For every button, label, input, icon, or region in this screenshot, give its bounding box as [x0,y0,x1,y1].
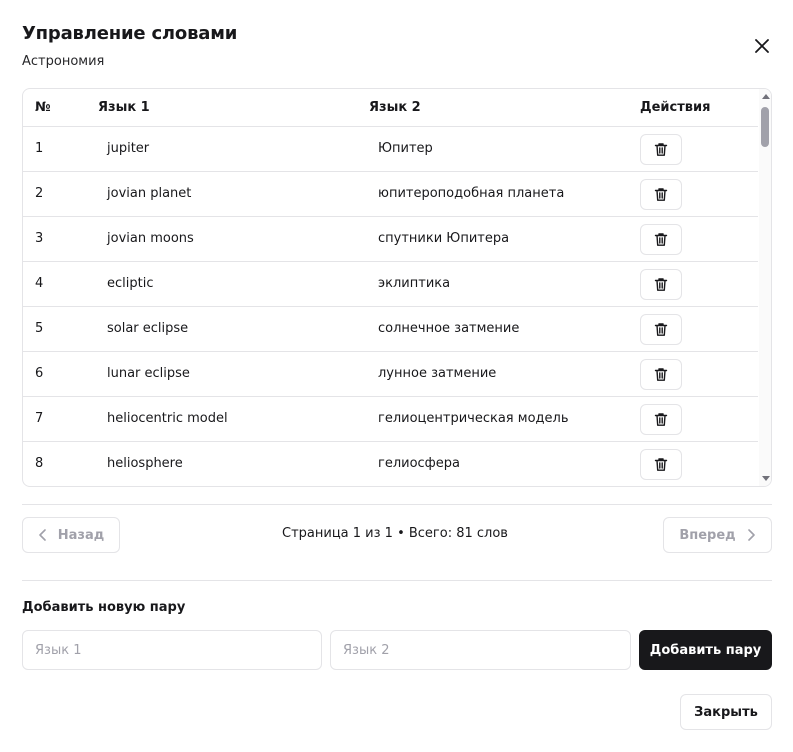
lang1-input[interactable] [22,630,322,670]
row-number: 1 [35,141,44,156]
row-number: 8 [35,456,44,471]
delete-row-button[interactable] [640,314,682,345]
header-lang1: Язык 1 [98,100,150,115]
close-icon[interactable] [751,35,773,57]
delete-row-button[interactable] [640,449,682,480]
table-row [23,217,758,262]
lang2-input[interactable] [330,630,631,670]
row-lang1: heliosphere [107,456,183,471]
add-pair-button[interactable]: Добавить пару [639,630,772,670]
delete-row-button[interactable] [640,224,682,255]
table-scrollbar[interactable] [759,89,772,486]
row-number: 6 [35,366,44,381]
trash-icon [654,232,668,247]
next-page-label: Вперед [679,527,736,543]
table-row [23,352,758,397]
delete-row-button[interactable] [640,134,682,165]
table-row [23,172,758,217]
trash-icon [654,457,668,472]
header-num: № [35,100,51,115]
row-lang2: гелиосфера [378,456,461,471]
row-lang1: lunar eclipse [107,366,190,381]
row-lang2: лунное затмение [378,366,497,381]
table-header [23,89,758,127]
row-lang2: солнечное затмение [378,321,520,336]
trash-icon [654,277,668,292]
scrollbar-thumb[interactable] [761,107,769,147]
next-page-button[interactable] [663,517,772,553]
row-lang2: эклиптика [378,276,451,291]
chevron-left-icon [38,529,48,541]
row-number: 4 [35,276,44,291]
delete-row-button[interactable] [640,404,682,435]
trash-icon [654,187,668,202]
header-lang2: Язык 2 [369,100,421,115]
trash-icon [654,412,668,427]
row-lang2: юпитероподобная планета [378,186,565,201]
table-row [23,307,758,352]
row-lang1: jupiter [107,141,150,156]
delete-row-button[interactable] [640,359,682,390]
row-lang1: jovian planet [107,186,192,201]
prev-page-label: Назад [57,527,105,543]
row-lang1: jovian moons [107,231,194,246]
header-actions: Действия [640,100,711,115]
add-pair-title: Добавить новую пару [22,600,186,615]
row-number: 3 [35,231,44,246]
delete-row-button[interactable] [640,269,682,300]
row-number: 7 [35,411,44,426]
row-number: 5 [35,321,44,336]
table-row [23,262,758,307]
row-lang1: ecliptic [107,276,154,291]
row-lang2: спутники Юпитера [378,231,510,246]
dialog-title: Управление словами [22,23,238,44]
dialog-subtitle: Астрономия [22,54,105,69]
table-row [23,127,758,172]
delete-row-button[interactable] [640,179,682,210]
close-button[interactable]: Закрыть [680,694,772,730]
words-table [22,88,772,487]
prev-page-button[interactable] [22,517,120,553]
row-lang1: solar eclipse [107,321,189,336]
chevron-right-icon [746,529,756,541]
page-info: Страница 1 из 1 • Всего: 81 слов [282,526,508,541]
trash-icon [654,367,668,382]
table-row [23,442,758,487]
trash-icon [654,142,668,157]
scroll-down-arrow-icon[interactable] [762,476,770,481]
table-body [23,127,758,487]
trash-icon [654,322,668,337]
divider [22,504,772,505]
row-number: 2 [35,186,44,201]
divider [22,580,772,581]
row-lang2: гелиоцентрическая модель [378,411,569,426]
scroll-up-arrow-icon[interactable] [762,94,770,99]
row-lang1: heliocentric model [107,411,228,426]
table-row [23,397,758,442]
row-lang2: Юпитер [378,141,433,156]
